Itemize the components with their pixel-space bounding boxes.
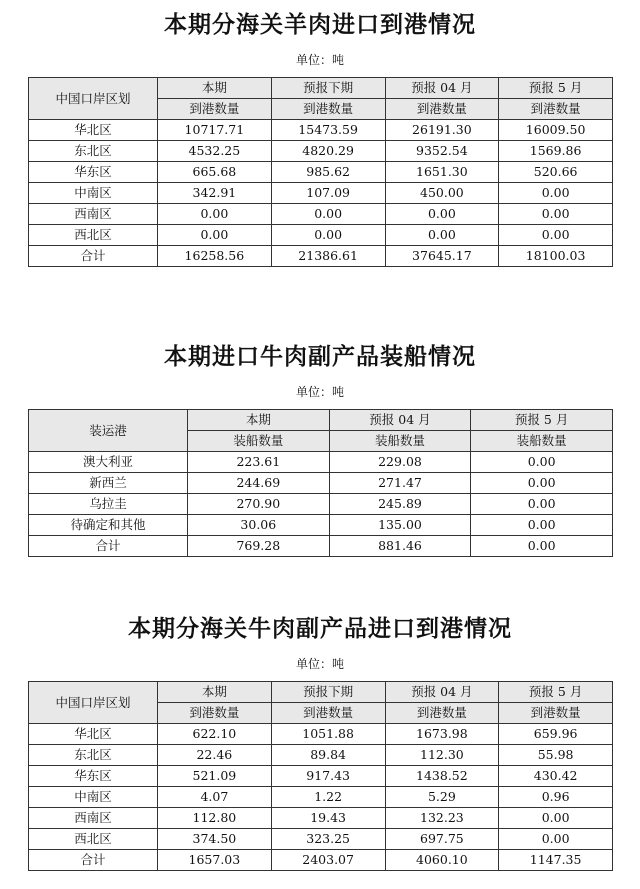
table-cell: 769.28 <box>188 536 330 557</box>
table-cell: 135.00 <box>329 515 471 536</box>
table-cell: 223.61 <box>188 452 330 473</box>
table-cell: 0.00 <box>471 536 613 557</box>
column-sub-header: 到港数量 <box>271 99 385 120</box>
table-row <box>29 787 613 808</box>
table-row <box>29 452 613 473</box>
row-label: 合计 <box>29 850 158 871</box>
column-sub-header: 到港数量 <box>499 703 613 724</box>
table-cell: 0.00 <box>158 225 272 246</box>
table-cell: 520.66 <box>499 162 613 183</box>
table-cell: 26191.30 <box>385 120 499 141</box>
table-cell: 4532.25 <box>158 141 272 162</box>
table-row <box>29 183 613 204</box>
table-cell: 0.00 <box>499 829 613 850</box>
column-sub-header: 到港数量 <box>385 703 499 724</box>
table-cell: 22.46 <box>158 745 272 766</box>
table-row <box>29 204 613 225</box>
table-cell: 0.00 <box>385 225 499 246</box>
column-group-header: 本期 <box>158 78 272 99</box>
header-row-label: 中国口岸区划 <box>29 78 158 120</box>
row-label: 东北区 <box>29 141 158 162</box>
row-label: 待确定和其他 <box>29 515 188 536</box>
row-label: 西南区 <box>29 808 158 829</box>
table-cell: 55.98 <box>499 745 613 766</box>
table-cell: 430.42 <box>499 766 613 787</box>
table-cell: 16009.50 <box>499 120 613 141</box>
column-group-header: 本期 <box>188 410 330 431</box>
table-cell: 15473.59 <box>271 120 385 141</box>
column-group-header: 本期 <box>158 682 272 703</box>
beef-offal-import-table <box>28 681 613 871</box>
table-cell: 16258.56 <box>158 246 272 267</box>
table-row <box>29 473 613 494</box>
column-sub-header: 装船数量 <box>188 431 330 452</box>
row-label: 西南区 <box>29 204 158 225</box>
table-cell: 112.80 <box>158 808 272 829</box>
row-label: 东北区 <box>29 745 158 766</box>
table-row <box>29 808 613 829</box>
table-row <box>29 120 613 141</box>
header-row-label: 中国口岸区划 <box>29 682 158 724</box>
row-label: 中南区 <box>29 183 158 204</box>
column-group-header: 预报 5 月 <box>499 682 613 703</box>
table-cell: 18100.03 <box>499 246 613 267</box>
row-label: 西北区 <box>29 829 158 850</box>
table-cell: 0.00 <box>471 473 613 494</box>
section-title: 本期分海关羊肉进口到港情况 <box>164 12 476 38</box>
column-group-header: 预报 04 月 <box>329 410 471 431</box>
table-cell: 2403.07 <box>271 850 385 871</box>
table-cell: 450.00 <box>385 183 499 204</box>
column-group-header: 预报 5 月 <box>499 78 613 99</box>
table-cell: 132.23 <box>385 808 499 829</box>
table-cell: 4.07 <box>158 787 272 808</box>
column-sub-header: 到港数量 <box>158 703 272 724</box>
column-sub-header: 到港数量 <box>385 99 499 120</box>
table-row <box>29 225 613 246</box>
table-cell: 521.09 <box>158 766 272 787</box>
column-sub-header: 到港数量 <box>158 99 272 120</box>
unit-label: 单位：吨 <box>295 385 344 399</box>
table-cell: 1569.86 <box>499 141 613 162</box>
section-beef-offal-shipment <box>0 338 640 400</box>
table-cell: 0.00 <box>471 515 613 536</box>
table-cell: 0.00 <box>158 204 272 225</box>
beef-offal-shipment-table <box>28 409 613 557</box>
table-row <box>29 515 613 536</box>
column-sub-header: 到港数量 <box>499 99 613 120</box>
table-cell: 0.00 <box>499 808 613 829</box>
table-cell: 1657.03 <box>158 850 272 871</box>
row-label: 新西兰 <box>29 473 188 494</box>
table-cell: 374.50 <box>158 829 272 850</box>
section-title: 本期分海关牛肉副产品进口到港情况 <box>128 616 512 642</box>
table-cell: 342.91 <box>158 183 272 204</box>
table-cell: 0.00 <box>471 494 613 515</box>
unit-label: 单位：吨 <box>295 53 344 67</box>
table-cell: 0.00 <box>499 183 613 204</box>
column-sub-header: 装船数量 <box>471 431 613 452</box>
table-cell: 244.69 <box>188 473 330 494</box>
column-group-header: 预报下期 <box>271 682 385 703</box>
table-cell: 1651.30 <box>385 162 499 183</box>
table-cell: 9352.54 <box>385 141 499 162</box>
table-row <box>29 494 613 515</box>
table-cell: 697.75 <box>385 829 499 850</box>
table-cell: 1673.98 <box>385 724 499 745</box>
column-group-header: 预报 5 月 <box>471 410 613 431</box>
table-cell: 4060.10 <box>385 850 499 871</box>
table-cell: 271.47 <box>329 473 471 494</box>
table-row <box>29 162 613 183</box>
table-cell: 659.96 <box>499 724 613 745</box>
table-cell: 0.96 <box>499 787 613 808</box>
row-label: 中南区 <box>29 787 158 808</box>
table-cell: 4820.29 <box>271 141 385 162</box>
table-row <box>29 141 613 162</box>
table-row <box>29 766 613 787</box>
table-row <box>29 536 613 557</box>
row-label: 华东区 <box>29 766 158 787</box>
table-cell: 0.00 <box>471 452 613 473</box>
table-cell: 0.00 <box>499 225 613 246</box>
row-label: 华北区 <box>29 724 158 745</box>
table-cell: 245.89 <box>329 494 471 515</box>
row-label: 澳大利亚 <box>29 452 188 473</box>
column-group-header: 预报 04 月 <box>385 682 499 703</box>
table-row <box>29 246 613 267</box>
table-cell: 1147.35 <box>499 850 613 871</box>
table-cell: 0.00 <box>271 225 385 246</box>
table-cell: 881.46 <box>329 536 471 557</box>
table-row <box>29 745 613 766</box>
table-cell: 917.43 <box>271 766 385 787</box>
table-cell: 107.09 <box>271 183 385 204</box>
row-label: 华北区 <box>29 120 158 141</box>
table-cell: 0.00 <box>271 204 385 225</box>
table-row <box>29 829 613 850</box>
unit-label: 单位：吨 <box>295 657 344 671</box>
table-row <box>29 724 613 745</box>
table-cell: 30.06 <box>188 515 330 536</box>
table-cell: 229.08 <box>329 452 471 473</box>
column-group-header: 预报下期 <box>271 78 385 99</box>
table-cell: 1438.52 <box>385 766 499 787</box>
section-title: 本期进口牛肉副产品装船情况 <box>164 344 476 370</box>
row-label: 合计 <box>29 536 188 557</box>
table-cell: 0.00 <box>385 204 499 225</box>
table-cell: 112.30 <box>385 745 499 766</box>
header-row-label: 装运港 <box>29 410 188 452</box>
section-beef-offal-import <box>0 610 640 672</box>
table-cell: 1051.88 <box>271 724 385 745</box>
table-cell: 0.00 <box>499 204 613 225</box>
table-cell: 1.22 <box>271 787 385 808</box>
row-label: 合计 <box>29 246 158 267</box>
table-cell: 89.84 <box>271 745 385 766</box>
table-cell: 985.62 <box>271 162 385 183</box>
table-row <box>29 850 613 871</box>
table-cell: 323.25 <box>271 829 385 850</box>
table-cell: 37645.17 <box>385 246 499 267</box>
table-cell: 665.68 <box>158 162 272 183</box>
table-cell: 19.43 <box>271 808 385 829</box>
row-label: 华东区 <box>29 162 158 183</box>
row-label: 乌拉圭 <box>29 494 188 515</box>
table-cell: 622.10 <box>158 724 272 745</box>
column-sub-header: 装船数量 <box>329 431 471 452</box>
row-label: 西北区 <box>29 225 158 246</box>
table-cell: 270.90 <box>188 494 330 515</box>
table-cell: 5.29 <box>385 787 499 808</box>
column-sub-header: 到港数量 <box>271 703 385 724</box>
section-lamb-import <box>0 6 640 68</box>
table-cell: 21386.61 <box>271 246 385 267</box>
table-cell: 10717.71 <box>158 120 272 141</box>
column-group-header: 预报 04 月 <box>385 78 499 99</box>
lamb-import-table <box>28 77 613 267</box>
